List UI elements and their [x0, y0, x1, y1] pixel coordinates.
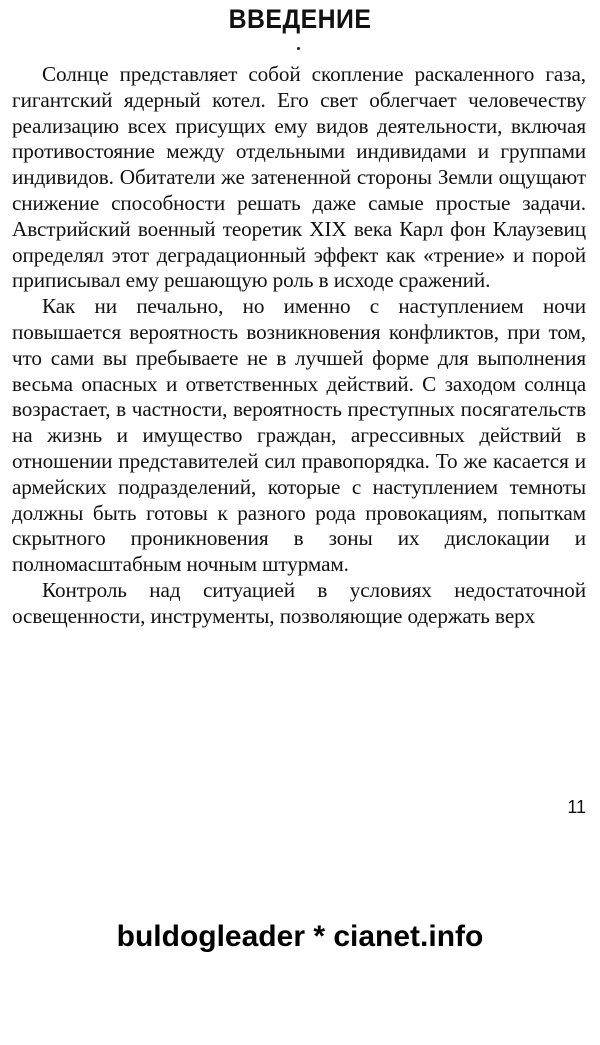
paragraph-3: Контроль над ситуацией в условиях недостаточной освещенности, инструменты, позволяющие одержать верх: [12, 577, 586, 628]
paragraph-1: Солнце представляет собой скопление раскаленного газа, гигантский ядерный котел. Его свет облегчает человечеству реализацию всех присущих ему видов деятельности, включая противостояние между отдельными индивидами и группами индивидов. Обитатели же затененной стороны Земли ощущают снижение способности решать даже самые простые задачи. Австрийский военный теоретик XIX века Карл фон Клаузевиц определял этот деградационный эффект как «трение» и порой приписывал ему решающую роль в исходе сражений.: [12, 62, 586, 293]
watermark: buldogleader * cianet.info: [116, 920, 484, 953]
paragraph-2: Как ни печально, но именно с наступлением ночи повышается вероятность возникновения конфликтов, при том, что сами вы пребываете не в лучшей форме для выполнения весьма опасных и ответственных действий. С заходом солнца возрастает, в частности, вероятность преступных посягательств на жизнь и имущество граждан, агрессивных действий в отношении представителей сил правопорядка. То же касается и армейских подразделений, которые с наступлением темноты должны быть готовы к разного рода провокациям, попыткам скрытного проникновения в зоны их дислокации и полномасштабным ночным штурмам.: [12, 294, 586, 577]
page-number: 11: [567, 797, 586, 817]
heading-dot: [297, 47, 300, 50]
body-text: [12, 62, 586, 630]
chapter-heading: ВВЕДЕНИЕ: [228, 4, 372, 34]
